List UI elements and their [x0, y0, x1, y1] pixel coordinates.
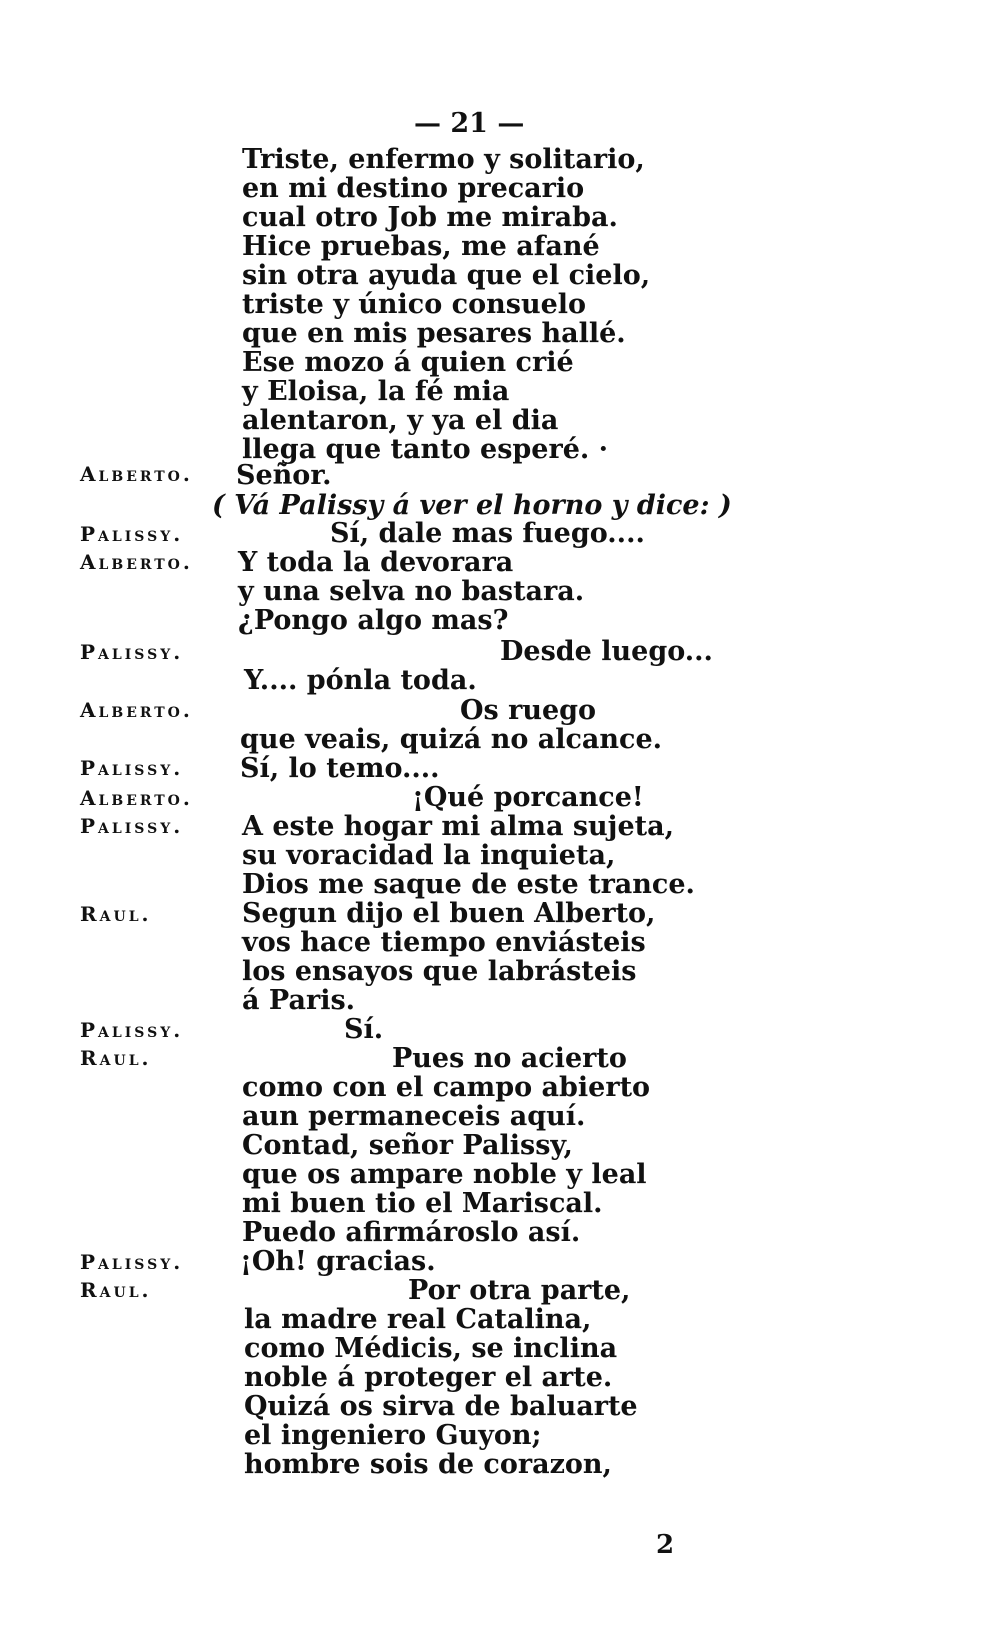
verse-line: que os ampare noble y leal	[242, 1159, 647, 1190]
signature-mark: 2	[656, 1530, 675, 1560]
verse-line: sin otra ayuda que el cielo,	[242, 260, 651, 291]
speaker-label: Palissy.	[80, 1018, 184, 1042]
speaker-label: Raul.	[80, 1278, 152, 1302]
verse-line: y Eloisa, la fé mia	[242, 376, 510, 407]
verse-line: Contad, señor Palissy,	[242, 1130, 573, 1161]
verse-line: como Médicis, se inclina	[244, 1333, 618, 1364]
verse-line: Triste, enfermo y solitario,	[242, 144, 645, 175]
verse-line: Desde luego...	[500, 636, 713, 667]
speaker-label: Palissy.	[80, 640, 184, 664]
verse-line: Sí.	[344, 1014, 384, 1045]
verse-line: Hice pruebas, me afané	[242, 231, 600, 262]
verse-line: hombre sois de corazon,	[244, 1449, 612, 1480]
stage-direction: ( Vá Palissy á ver el horno y dice: )	[212, 490, 732, 521]
verse-line: y una selva no bastara.	[238, 576, 585, 607]
speaker-label: Raul.	[80, 1046, 152, 1070]
verse-line: Y toda la devorara	[238, 547, 514, 578]
verse-line: su voracidad la inquieta,	[242, 840, 616, 871]
verse-line: Sí, lo temo....	[240, 753, 440, 784]
verse-line: A este hogar mi alma sujeta,	[242, 811, 674, 842]
verse-line: Señor.	[236, 460, 332, 491]
verse-line: ¿Pongo algo mas?	[238, 605, 509, 636]
page-number: — 21 —	[414, 108, 525, 139]
verse-line: vos hace tiempo enviásteis	[242, 927, 646, 958]
speaker-label: Palissy.	[80, 1250, 184, 1274]
speaker-label: Palissy.	[80, 756, 184, 780]
speaker-label: Alberto.	[80, 786, 193, 810]
speaker-label: Palissy.	[80, 522, 184, 546]
verse-line: ¡Oh! gracias.	[240, 1246, 436, 1277]
verse-line: ¡Qué porcance!	[412, 782, 644, 813]
verse-line: á Paris.	[242, 985, 356, 1016]
speaker-label: Alberto.	[80, 550, 193, 574]
verse-line: que en mis pesares hallé.	[242, 318, 626, 349]
verse-line: Pues no acierto	[392, 1043, 627, 1074]
verse-line: mi buen tio el Mariscal.	[242, 1188, 603, 1219]
speaker-label: Palissy.	[80, 814, 184, 838]
verse-line: en mi destino precario	[242, 173, 585, 204]
verse-line: Segun dijo el buen Alberto,	[242, 898, 656, 929]
verse-line: noble á proteger el arte.	[244, 1362, 613, 1393]
verse-line: Y.... pónla toda.	[244, 665, 477, 696]
speaker-label: Alberto.	[80, 462, 193, 486]
verse-line: triste y único consuelo	[242, 289, 587, 320]
verse-line: la madre real Catalina,	[244, 1304, 592, 1335]
speaker-label: Raul.	[80, 902, 152, 926]
verse-line: el ingeniero Guyon;	[244, 1420, 542, 1451]
verse-line: Dios me saque de este trance.	[242, 869, 695, 900]
verse-line: los ensayos que labrásteis	[242, 956, 637, 987]
verse-line: como con el campo abierto	[242, 1072, 651, 1103]
verse-line: alentaron, y ya el dia	[242, 405, 559, 436]
verse-line: Por otra parte,	[408, 1275, 631, 1306]
speaker-label: Alberto.	[80, 698, 193, 722]
verse-line: Os ruego	[460, 695, 597, 726]
verse-line: llega que tanto esperé. ·	[242, 434, 609, 465]
verse-line: Quizá os sirva de baluarte	[244, 1391, 638, 1422]
verse-line: que veais, quizá no alcance.	[240, 724, 663, 755]
verse-line: Sí, dale mas fuego....	[330, 518, 645, 549]
verse-line: aun permaneceis aquí.	[242, 1101, 586, 1132]
verse-line: cual otro Job me miraba.	[242, 202, 618, 233]
verse-line: Puedo afirmároslo así.	[242, 1217, 581, 1248]
verse-line: Ese mozo á quien crié	[242, 347, 574, 378]
